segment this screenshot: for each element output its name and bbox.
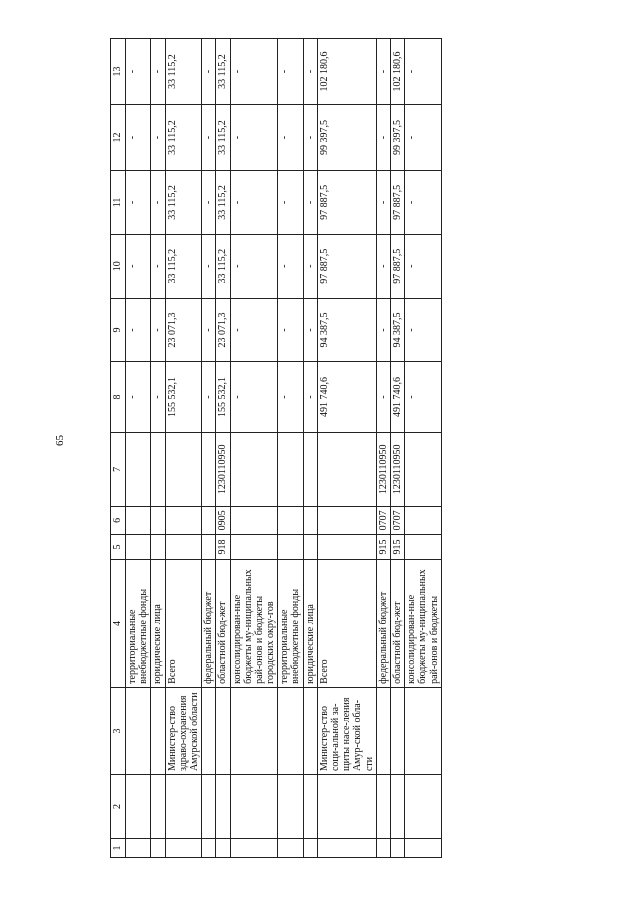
table-cell-8: - — [230, 362, 278, 432]
table-cell-9: 94 387,5 — [390, 298, 404, 362]
table-cell-7: 1230110950 — [216, 432, 230, 506]
table-cell-3 — [216, 687, 230, 774]
table-cell-7: 1230110950 — [376, 432, 390, 506]
table-cell-3 — [390, 687, 404, 774]
table-cell-5 — [151, 534, 165, 560]
table-cell-7 — [202, 432, 216, 506]
table-cell-6 — [126, 507, 151, 535]
table-cell-10: 33 115,2 — [216, 234, 230, 298]
table-cell-1 — [317, 838, 376, 857]
table-cell-12: - — [405, 105, 442, 171]
table-cell-8: - — [151, 362, 165, 432]
header-cell: 1 — [111, 838, 126, 857]
table-cell-8: 155 532,1 — [165, 362, 202, 432]
table-row — [390, 39, 404, 858]
table-cell-5 — [165, 534, 202, 560]
table-cell-10: - — [405, 234, 442, 298]
table-cell-11: - — [151, 170, 165, 234]
table-cell-6: 0707 — [390, 507, 404, 535]
table-cell-1 — [165, 838, 202, 857]
table-cell-5 — [230, 534, 278, 560]
table-row — [165, 39, 202, 858]
table-cell-1 — [230, 838, 278, 857]
table-cell-11: - — [278, 170, 303, 234]
table-cell-10: 97 887,5 — [317, 234, 376, 298]
budget-table — [110, 38, 442, 858]
table-cell-2 — [165, 775, 202, 839]
table-cell-11: 33 115,2 — [165, 170, 202, 234]
header-cell: 12 — [111, 105, 126, 171]
table-cell-9: 23 071,3 — [165, 298, 202, 362]
table-cell-3: Министер-ство здраво-охранения Амурской области — [165, 687, 202, 774]
table-row — [376, 39, 390, 858]
table-cell-4: консолидирован-ные бюджеты му-ниципальных рай-онов и бюджеты городских окру-гов — [230, 560, 278, 688]
table-cell-10: 33 115,2 — [165, 234, 202, 298]
table-cell-3 — [376, 687, 390, 774]
header-cell: 10 — [111, 234, 126, 298]
table-cell-13: 33 115,2 — [216, 39, 230, 105]
table-cell-10: - — [151, 234, 165, 298]
table-cell-13: 33 115,2 — [165, 39, 202, 105]
table-cell-5 — [126, 534, 151, 560]
table-cell-6 — [317, 507, 376, 535]
table-cell-12: - — [376, 105, 390, 171]
header-cell: 9 — [111, 298, 126, 362]
table-row — [216, 39, 230, 858]
table-cell-6 — [202, 507, 216, 535]
table-cell-2 — [230, 775, 278, 839]
table-cell-10: 97 887,5 — [390, 234, 404, 298]
table-cell-3 — [278, 687, 303, 774]
table-cell-11: - — [303, 170, 317, 234]
table-row — [151, 39, 165, 858]
table-cell-8: - — [405, 362, 442, 432]
table-cell-8: 155 532,1 — [216, 362, 230, 432]
table-cell-2 — [216, 775, 230, 839]
table-cell-12: 99 397,5 — [390, 105, 404, 171]
table-cell-8: - — [126, 362, 151, 432]
table-cell-4: Всего — [165, 560, 202, 688]
table-row — [405, 39, 442, 858]
table-cell-9: - — [126, 298, 151, 362]
table-cell-12: 33 115,2 — [216, 105, 230, 171]
table-cell-2 — [390, 775, 404, 839]
table-cell-5: 915 — [390, 534, 404, 560]
table-row — [230, 39, 278, 858]
table-cell-2 — [317, 775, 376, 839]
rotated-table-container — [110, 38, 540, 858]
table-cell-13: - — [278, 39, 303, 105]
table-cell-12: - — [151, 105, 165, 171]
table-cell-9: 94 387,5 — [317, 298, 376, 362]
table-cell-13: - — [405, 39, 442, 105]
table-cell-13: - — [303, 39, 317, 105]
table-cell-5: 915 — [376, 534, 390, 560]
table-cell-7 — [405, 432, 442, 506]
table-cell-6 — [165, 507, 202, 535]
table-cell-13: 102 180,6 — [390, 39, 404, 105]
table-cell-9: 23 071,3 — [216, 298, 230, 362]
table-cell-1 — [216, 838, 230, 857]
table-cell-3: Министер-ство соци-альной за-щиты насе-ления Амур-ской обла-сти — [317, 687, 376, 774]
table-cell-8: 491 740,6 — [390, 362, 404, 432]
table-cell-13: - — [202, 39, 216, 105]
table-row — [317, 39, 376, 858]
table-cell-1 — [278, 838, 303, 857]
table-cell-12: - — [202, 105, 216, 171]
table-cell-1 — [151, 838, 165, 857]
table-cell-5 — [278, 534, 303, 560]
table-cell-11: - — [202, 170, 216, 234]
table-cell-7 — [126, 432, 151, 506]
table-cell-8: - — [376, 362, 390, 432]
table-cell-13: - — [126, 39, 151, 105]
table-cell-11: 97 887,5 — [390, 170, 404, 234]
table-cell-4: юридические лица — [303, 560, 317, 688]
table-cell-6: 0905 — [216, 507, 230, 535]
table-cell-4: областной бюд-жет — [216, 560, 230, 688]
table-cell-7 — [317, 432, 376, 506]
table-cell-10: - — [376, 234, 390, 298]
table-cell-7: 1230110950 — [390, 432, 404, 506]
page-number: 65 — [54, 435, 66, 446]
table-cell-13: - — [376, 39, 390, 105]
table-cell-9: - — [151, 298, 165, 362]
table-cell-6 — [278, 507, 303, 535]
header-cell: 8 — [111, 362, 126, 432]
table-cell-5 — [405, 534, 442, 560]
table-cell-10: - — [126, 234, 151, 298]
table-cell-7 — [230, 432, 278, 506]
table-cell-6: 0707 — [376, 507, 390, 535]
table-cell-10: - — [202, 234, 216, 298]
header-cell: 2 — [111, 775, 126, 839]
table-cell-1 — [303, 838, 317, 857]
table-cell-4: территориальные внебюджетные фонды — [278, 560, 303, 688]
table-cell-6 — [151, 507, 165, 535]
table-cell-13: 102 180,6 — [317, 39, 376, 105]
table-cell-12: - — [230, 105, 278, 171]
table-cell-9: - — [303, 298, 317, 362]
header-cell: 4 — [111, 560, 126, 688]
table-cell-10: - — [303, 234, 317, 298]
table-cell-2 — [151, 775, 165, 839]
table-cell-11: - — [405, 170, 442, 234]
table-cell-8: - — [278, 362, 303, 432]
table-cell-4: областной бюд-жет — [390, 560, 404, 688]
table-cell-1 — [126, 838, 151, 857]
table-cell-1 — [202, 838, 216, 857]
table-cell-1 — [376, 838, 390, 857]
table-cell-4: федеральный бюджет — [376, 560, 390, 688]
header-cell: 5 — [111, 534, 126, 560]
table-cell-2 — [126, 775, 151, 839]
table-cell-9: - — [376, 298, 390, 362]
table-body — [126, 39, 442, 858]
table-cell-11: 97 887,5 — [317, 170, 376, 234]
header-cell: 13 — [111, 39, 126, 105]
header-cell: 6 — [111, 507, 126, 535]
table-cell-13: - — [230, 39, 278, 105]
table-cell-4: юридические лица — [151, 560, 165, 688]
table-cell-1 — [405, 838, 442, 857]
table-cell-3 — [230, 687, 278, 774]
table-cell-11: 33 115,2 — [216, 170, 230, 234]
table-cell-8: - — [303, 362, 317, 432]
table-cell-2 — [376, 775, 390, 839]
table-cell-6 — [303, 507, 317, 535]
table-cell-5 — [202, 534, 216, 560]
table-cell-3 — [202, 687, 216, 774]
table-cell-1 — [390, 838, 404, 857]
table-cell-4: Всего — [317, 560, 376, 688]
table-cell-5 — [317, 534, 376, 560]
header-cell: 7 — [111, 432, 126, 506]
table-cell-3 — [126, 687, 151, 774]
table-cell-9: - — [405, 298, 442, 362]
table-cell-7 — [151, 432, 165, 506]
table-cell-8: 491 740,6 — [317, 362, 376, 432]
table-cell-11: - — [126, 170, 151, 234]
table-cell-11: - — [230, 170, 278, 234]
table-cell-2 — [202, 775, 216, 839]
table-cell-12: 99 397,5 — [317, 105, 376, 171]
table-cell-5: 918 — [216, 534, 230, 560]
table-cell-3 — [405, 687, 442, 774]
table-cell-6 — [405, 507, 442, 535]
table-cell-9: - — [278, 298, 303, 362]
table-row — [303, 39, 317, 858]
table-cell-2 — [278, 775, 303, 839]
header-cell: 11 — [111, 170, 126, 234]
table-cell-12: - — [303, 105, 317, 171]
table-cell-11: - — [376, 170, 390, 234]
table-row — [202, 39, 216, 858]
table-cell-7 — [303, 432, 317, 506]
table-cell-2 — [303, 775, 317, 839]
table-cell-13: - — [151, 39, 165, 105]
table-cell-12: - — [278, 105, 303, 171]
table-row — [278, 39, 303, 858]
table-cell-12: 33 115,2 — [165, 105, 202, 171]
table-cell-9: - — [202, 298, 216, 362]
table-cell-2 — [405, 775, 442, 839]
table-cell-4: территориальные внебюджетные фонды — [126, 560, 151, 688]
table-cell-3 — [151, 687, 165, 774]
table-cell-10: - — [278, 234, 303, 298]
table-cell-7 — [278, 432, 303, 506]
table-cell-6 — [230, 507, 278, 535]
table-cell-9: - — [230, 298, 278, 362]
header-cell: 3 — [111, 687, 126, 774]
table-cell-3 — [303, 687, 317, 774]
table-cell-4: консолидирован-ные бюджеты му-ниципальных рай-онов и бюджеты — [405, 560, 442, 688]
table-cell-4: федеральный бюджет — [202, 560, 216, 688]
table-row — [126, 39, 151, 858]
table-cell-10: - — [230, 234, 278, 298]
table-cell-12: - — [126, 105, 151, 171]
table-cell-7 — [165, 432, 202, 506]
table-cell-8: - — [202, 362, 216, 432]
header-row — [111, 39, 126, 858]
table-cell-5 — [303, 534, 317, 560]
